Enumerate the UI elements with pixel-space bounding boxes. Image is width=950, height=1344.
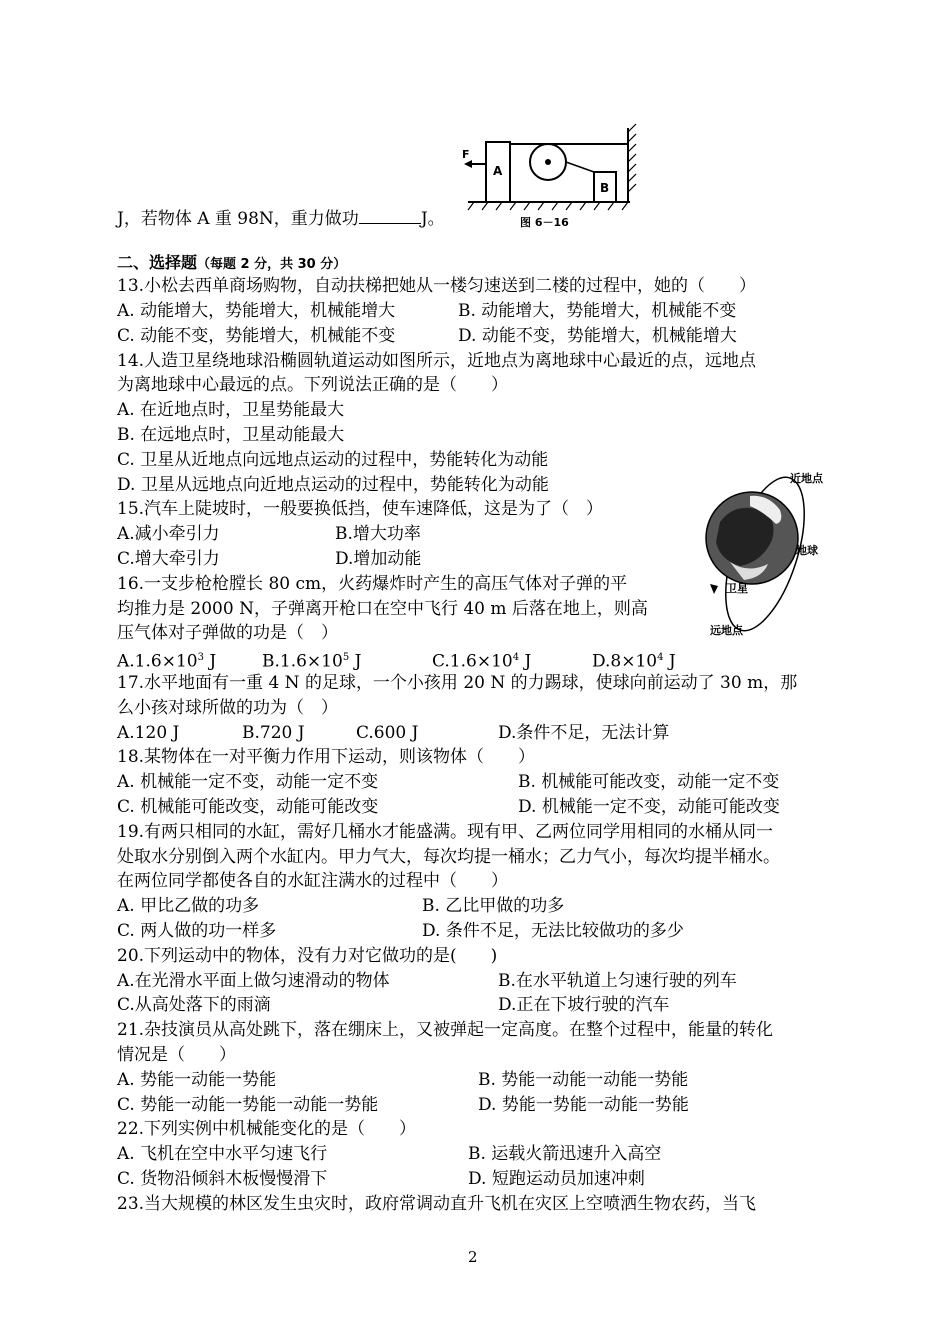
q22-option-b: B. 运载火箭迅速升入高空 bbox=[468, 1144, 662, 1164]
q21-option-c: C. 势能一动能一势能一动能一势能 bbox=[117, 1095, 379, 1115]
q19-option-a: A. 甲比乙做的功多 bbox=[117, 896, 260, 916]
q16-option-d bbox=[592, 646, 676, 674]
q16-a-exp: 3 bbox=[197, 652, 204, 663]
q20-option-b: B.在水平轨道上匀速行驶的列车 bbox=[498, 971, 737, 991]
q16-stem-1: 16.一支步枪枪膛长 80 cm，火药爆炸时产生的高压气体对子弹的平 bbox=[117, 574, 628, 594]
q16-stem-2: 均推力是 2000 N，子弹离开枪口在空中飞行 40 m 后落在地上，则高 bbox=[117, 599, 648, 619]
q16-b-unit: J bbox=[349, 651, 362, 672]
q13-option-d: D. 动能不变，势能增大，机械能增大 bbox=[458, 326, 737, 346]
q13-option-c: C. 动能不变，势能增大，机械能不变 bbox=[117, 326, 396, 346]
q16-d-exp: 4 bbox=[657, 652, 664, 663]
q16-b-base: B.1.6×10 bbox=[262, 651, 343, 672]
q15-option-a: A.减小牵引力 bbox=[117, 524, 220, 544]
orbit-figure bbox=[690, 462, 840, 642]
q22-option-c: C. 货物沿倾斜木板慢慢滑下 bbox=[117, 1169, 328, 1189]
q21-stem-1: 21.杂技演员从高处跳下，落在绷床上，又被弹起一定高度。在整个过程中，能量的转化 bbox=[117, 1020, 774, 1040]
figure-caption: 图 6－16 bbox=[520, 216, 569, 229]
q22-option-d: D. 短跑运动员加速冲刺 bbox=[468, 1169, 645, 1189]
q14-option-c: C. 卫星从近地点向远地点运动的过程中，势能转化为动能 bbox=[117, 450, 549, 470]
label-satellite: 卫星 bbox=[726, 582, 748, 595]
q16-option-a bbox=[117, 646, 216, 674]
force-arrowhead bbox=[464, 160, 472, 168]
q16-d-base: D.8×10 bbox=[592, 651, 658, 672]
q20-stem: 20.下列运动中的物体，没有力对它做功的是( ) bbox=[117, 946, 498, 966]
q17-stem-1: 17.水平地面有一重 4 N 的足球，一个小孩用 20 N 的力踢球，使球向前运动了 30 m，那 bbox=[117, 673, 798, 693]
q13-option-a: A. 动能增大，势能增大，机械能增大 bbox=[117, 301, 396, 321]
answer-blank bbox=[359, 207, 421, 224]
q20-option-a: A.在光滑水平面上做匀速滑动的物体 bbox=[117, 971, 390, 991]
q14-option-b: B. 在远地点时，卫星动能最大 bbox=[117, 425, 345, 445]
q19-option-d: D. 条件不足，无法比较做功的多少 bbox=[422, 921, 684, 941]
q14-stem-1: 14.人造卫星绕地球沿椭圆轨道运动如图所示，近地点为离地球中心最近的点，远地点 bbox=[117, 351, 757, 371]
q19-stem-1: 19.有两只相同的水缸，需好几桶水才能盛满。现有甲、乙两位同学用相同的水桶从同一 bbox=[117, 822, 774, 842]
q17-option-d: D.条件不足，无法计算 bbox=[498, 723, 670, 743]
section-title: 二、选择题 bbox=[117, 253, 198, 272]
q18-option-c: C. 机械能可能改变，动能可能改变 bbox=[117, 797, 379, 817]
q21-option-a: A. 势能一动能一势能 bbox=[117, 1070, 277, 1090]
q19-option-b: B. 乙比甲做的功多 bbox=[422, 896, 565, 916]
q23-stem: 23.当大规模的林区发生虫灾时，政府常调动直升飞机在灾区上空喷洒生物农药，当飞 bbox=[117, 1194, 757, 1214]
page-number: 2 bbox=[468, 1248, 478, 1266]
q14-option-a: A. 在近地点时，卫星势能最大 bbox=[117, 400, 345, 420]
q15-option-b: B.增大功率 bbox=[335, 524, 421, 544]
top-line-text: J，若物体 A 重 98N，重力做功 bbox=[117, 209, 359, 229]
q16-c-exp: 4 bbox=[512, 652, 520, 663]
label-near: 近地点 bbox=[790, 472, 823, 485]
q17-option-a: A.120 J bbox=[117, 723, 180, 743]
top-line-end: J。 bbox=[420, 209, 445, 229]
q16-a-base: A.1.6×10 bbox=[117, 651, 198, 672]
q22-stem: 22.下列实例中机械能变化的是（ ） bbox=[117, 1119, 417, 1139]
q18-option-d: D. 机械能一定不变，动能可能改变 bbox=[518, 797, 780, 817]
label-a: A bbox=[493, 164, 503, 178]
q19-option-c: C. 两人做的功一样多 bbox=[117, 921, 277, 941]
q18-stem: 18.某物体在一对平衡力作用下运动，则该物体（ ） bbox=[117, 747, 536, 767]
label-f: F bbox=[462, 148, 470, 161]
q16-option-b bbox=[262, 646, 361, 674]
q15-option-c: C.增大牵引力 bbox=[117, 549, 220, 569]
q16-b-exp: 5 bbox=[342, 652, 350, 663]
rope-b bbox=[566, 162, 594, 172]
ground-hatch bbox=[468, 202, 628, 210]
q16-option-c bbox=[432, 646, 531, 674]
top-line bbox=[117, 207, 445, 231]
q16-a-unit: J bbox=[203, 651, 217, 672]
q16-c-base: C.1.6×10 bbox=[432, 651, 513, 672]
label-b: B bbox=[600, 181, 610, 195]
q20-option-c: C.从高处落下的雨滴 bbox=[117, 995, 271, 1015]
q17-option-b: B.720 J bbox=[242, 723, 305, 743]
wall-hatch bbox=[628, 124, 636, 192]
q19-stem-3: 在两位同学都使各自的水缸注满水的过程中（ ） bbox=[117, 871, 508, 891]
q16-c-unit: J bbox=[519, 651, 532, 672]
q15-option-d: D.增加动能 bbox=[335, 549, 422, 569]
q16-stem-3: 压气体对子弹做的功是（ ） bbox=[117, 623, 338, 643]
orbit-arrow bbox=[710, 584, 718, 594]
q13-option-b: B. 动能增大，势能增大，机械能不变 bbox=[458, 301, 737, 321]
q20-option-d: D.正在下坡行驶的汽车 bbox=[498, 995, 670, 1015]
q13-stem: 13.小松去西单商场购物，自动扶梯把她从一楼匀速送到二楼的过程中，她的（ ） bbox=[117, 276, 757, 296]
label-earth: 地球 bbox=[796, 544, 818, 557]
q17-stem-2: 么小孩对球所做的功为（ ） bbox=[117, 698, 338, 718]
q16-d-unit: J bbox=[663, 651, 676, 672]
label-far: 远地点 bbox=[710, 624, 743, 637]
q19-stem-2: 处取水分别倒入两个水缸内。甲力气大，每次均提一桶水；乙力气小，每次均提半桶水。 bbox=[117, 847, 780, 867]
q21-option-d: D. 势能一势能一动能一势能 bbox=[478, 1095, 689, 1115]
q14-option-d: D. 卫星从远地点向近地点运动的过程中，势能转化为动能 bbox=[117, 475, 549, 495]
q18-option-a: A. 机械能一定不变，动能一定不变 bbox=[117, 772, 379, 792]
section-note: （每题 2 分，共 30 分） bbox=[197, 257, 347, 272]
q17-option-c: C.600 J bbox=[356, 723, 419, 743]
pulley-axle bbox=[545, 159, 551, 165]
q18-option-b: B. 机械能可能改变，动能一定不变 bbox=[518, 772, 780, 792]
q14-stem-2: 为离地球中心最远的点。下列说法正确的是（ ） bbox=[117, 375, 508, 395]
pulley-figure bbox=[460, 120, 650, 232]
q21-option-b: B. 势能一动能一动能一势能 bbox=[478, 1070, 689, 1090]
q21-stem-2: 情况是（ ） bbox=[117, 1045, 236, 1065]
q22-option-a: A. 飞机在空中水平匀速飞行 bbox=[117, 1144, 328, 1164]
q15-stem: 15.汽车上陡坡时，一般要换低挡，使车速降低，这是为了（ ） bbox=[117, 499, 604, 519]
